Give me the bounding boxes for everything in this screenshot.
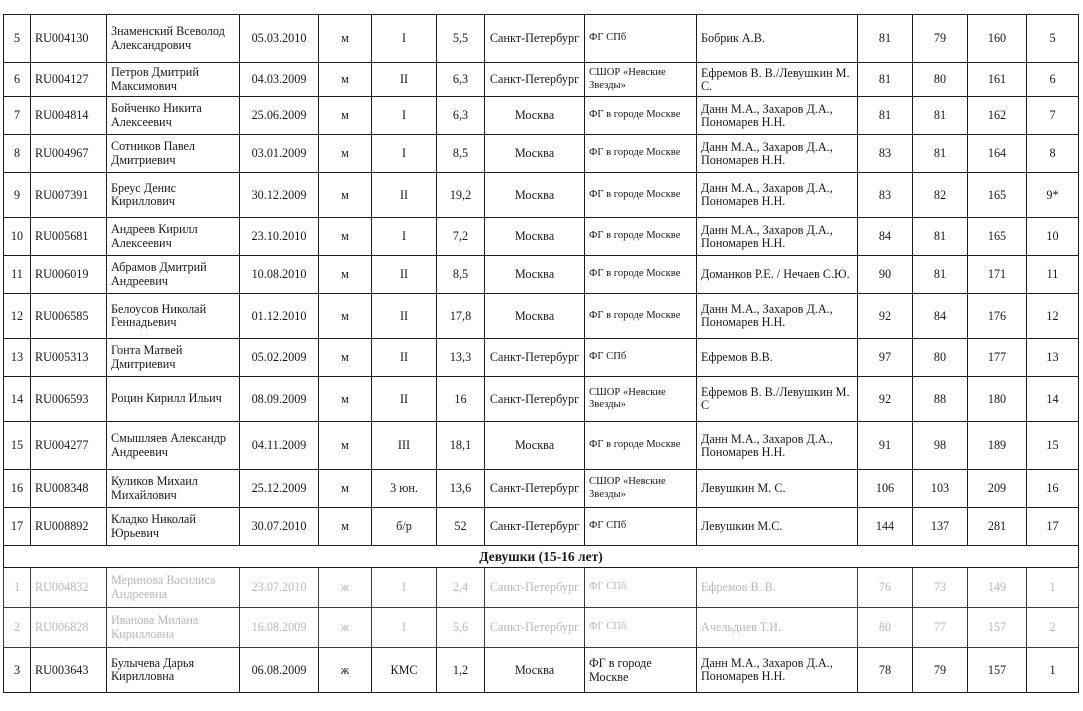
category-cell: КМС xyxy=(372,648,437,693)
rank-cell: 17 xyxy=(4,508,31,546)
club-cell: СШОР «Невские Звезды» xyxy=(585,470,697,508)
round1-score-cell: 84 xyxy=(858,218,913,256)
category-cell: III xyxy=(372,422,437,470)
place-cell: 5 xyxy=(1027,15,1079,63)
round2-score-cell: 79 xyxy=(913,15,968,63)
rank-cell: 12 xyxy=(4,294,31,339)
rank-cell: 2 xyxy=(4,608,31,648)
birth-date-cell: 10.08.2010 xyxy=(240,256,319,294)
city-cell: Санкт-Петербург xyxy=(485,15,585,63)
athlete-id-cell: RU004127 xyxy=(31,63,107,97)
coach-cell: Доманков Р.Е. / Нечаев С.Ю. xyxy=(697,256,858,294)
category-cell: 3 юн. xyxy=(372,470,437,508)
coach-cell: Данн М.А., Захаров Д.А., Пономарев Н.Н. xyxy=(697,648,858,693)
table-row xyxy=(4,508,1079,546)
rating-cell: 2,4 xyxy=(437,568,485,608)
sex-cell: м xyxy=(319,97,372,135)
rating-cell: 13,6 xyxy=(437,470,485,508)
category-cell: II xyxy=(372,377,437,422)
rank-cell: 7 xyxy=(4,97,31,135)
table-row xyxy=(4,256,1079,294)
athlete-id-cell: RU007391 xyxy=(31,173,107,218)
total-score-cell: 171 xyxy=(968,256,1027,294)
rating-cell: 1,2 xyxy=(437,648,485,693)
table-row xyxy=(4,648,1079,693)
club-cell: ФГ СПб xyxy=(585,15,697,63)
sex-cell: м xyxy=(319,63,372,97)
club-cell: ФГ СПб xyxy=(585,508,697,546)
city-cell: Санкт-Петербург xyxy=(485,568,585,608)
rank-cell: 11 xyxy=(4,256,31,294)
athlete-name-cell: Белоусов Николай Геннадьевич xyxy=(107,294,240,339)
city-cell: Москва xyxy=(485,422,585,470)
athlete-name-cell: Бойченко Никита Алексеевич xyxy=(107,97,240,135)
sex-cell: м xyxy=(319,508,372,546)
round2-score-cell: 80 xyxy=(913,339,968,377)
coach-cell: Ачельдиев Т.И. xyxy=(697,608,858,648)
sex-cell: ж xyxy=(319,648,372,693)
birth-date-cell: 05.02.2009 xyxy=(240,339,319,377)
total-score-cell: 157 xyxy=(968,608,1027,648)
athlete-name-cell: Андреев Кирилл Алексеевич xyxy=(107,218,240,256)
birth-date-cell: 04.11.2009 xyxy=(240,422,319,470)
coach-cell: Данн М.А., Захаров Д.А., Пономарев Н.Н. xyxy=(697,422,858,470)
birth-date-cell: 01.12.2010 xyxy=(240,294,319,339)
city-cell: Санкт-Петербург xyxy=(485,339,585,377)
club-cell: СШОР «Невские Звезды» xyxy=(585,377,697,422)
athlete-name-cell: Гонта Матвей Дмитриевич xyxy=(107,339,240,377)
athlete-name-cell: Булычева Дарья Кирилловна xyxy=(107,648,240,693)
rating-cell: 6,3 xyxy=(437,97,485,135)
athlete-id-cell: RU006019 xyxy=(31,256,107,294)
coach-cell: Данн М.А., Захаров Д.А., Пономарев Н.Н. xyxy=(697,97,858,135)
place-cell: 8 xyxy=(1027,135,1079,173)
rank-cell: 3 xyxy=(4,648,31,693)
total-score-cell: 160 xyxy=(968,15,1027,63)
round1-score-cell: 92 xyxy=(858,377,913,422)
rating-cell: 8,5 xyxy=(437,256,485,294)
rank-cell: 13 xyxy=(4,339,31,377)
round2-score-cell: 84 xyxy=(913,294,968,339)
round2-score-cell: 81 xyxy=(913,218,968,256)
sex-cell: м xyxy=(319,256,372,294)
category-cell: I xyxy=(372,218,437,256)
category-cell: I xyxy=(372,568,437,608)
rating-cell: 16 xyxy=(437,377,485,422)
place-cell: 17 xyxy=(1027,508,1079,546)
table-row xyxy=(4,470,1079,508)
round2-score-cell: 81 xyxy=(913,256,968,294)
sex-cell: м xyxy=(319,173,372,218)
birth-date-cell: 30.12.2009 xyxy=(240,173,319,218)
section-title: Девушки (15-16 лет) xyxy=(4,546,1079,568)
club-cell: ФГ СПб xyxy=(585,568,697,608)
place-cell: 1 xyxy=(1027,568,1079,608)
birth-date-cell: 23.10.2010 xyxy=(240,218,319,256)
round2-score-cell: 88 xyxy=(913,377,968,422)
athlete-name-cell: Петров Дмитрий Максимович xyxy=(107,63,240,97)
place-cell: 14 xyxy=(1027,377,1079,422)
club-cell: ФГ в городе Москве xyxy=(585,422,697,470)
city-cell: Москва xyxy=(485,648,585,693)
coach-cell: Левушкин М. С. xyxy=(697,470,858,508)
round1-score-cell: 83 xyxy=(858,173,913,218)
total-score-cell: 189 xyxy=(968,422,1027,470)
table-row xyxy=(4,608,1079,648)
rank-cell: 15 xyxy=(4,422,31,470)
table-row xyxy=(4,568,1079,608)
sex-cell: ж xyxy=(319,568,372,608)
round1-score-cell: 90 xyxy=(858,256,913,294)
round1-score-cell: 78 xyxy=(858,648,913,693)
round2-score-cell: 82 xyxy=(913,173,968,218)
athlete-name-cell: Смышляев Александр Андреевич xyxy=(107,422,240,470)
total-score-cell: 149 xyxy=(968,568,1027,608)
coach-cell: Ефремов В. В. xyxy=(697,568,858,608)
total-score-cell: 162 xyxy=(968,97,1027,135)
club-cell: ФГ в городе Москве xyxy=(585,256,697,294)
round1-score-cell: 81 xyxy=(858,97,913,135)
place-cell: 2 xyxy=(1027,608,1079,648)
rating-cell: 5,6 xyxy=(437,608,485,648)
birth-date-cell: 23.07.2010 xyxy=(240,568,319,608)
category-cell: II xyxy=(372,339,437,377)
round1-score-cell: 91 xyxy=(858,422,913,470)
round2-score-cell: 80 xyxy=(913,63,968,97)
sex-cell: м xyxy=(319,218,372,256)
club-cell: ФГ в городе Москве xyxy=(585,135,697,173)
place-cell: 1 xyxy=(1027,648,1079,693)
category-cell: II xyxy=(372,173,437,218)
coach-cell: Бобрик А.В. xyxy=(697,15,858,63)
round1-score-cell: 97 xyxy=(858,339,913,377)
round2-score-cell: 73 xyxy=(913,568,968,608)
round1-score-cell: 80 xyxy=(858,608,913,648)
place-cell: 16 xyxy=(1027,470,1079,508)
city-cell: Санкт-Петербург xyxy=(485,470,585,508)
place-cell: 12 xyxy=(1027,294,1079,339)
table-row xyxy=(4,63,1079,97)
rating-cell: 6,3 xyxy=(437,63,485,97)
total-score-cell: 165 xyxy=(968,218,1027,256)
athlete-id-cell: RU004967 xyxy=(31,135,107,173)
birth-date-cell: 25.12.2009 xyxy=(240,470,319,508)
place-cell: 6 xyxy=(1027,63,1079,97)
rank-cell: 9 xyxy=(4,173,31,218)
table-row xyxy=(4,173,1079,218)
table-row xyxy=(4,15,1079,63)
results-table-body xyxy=(4,15,1079,693)
city-cell: Санкт-Петербург xyxy=(485,377,585,422)
round1-score-cell: 106 xyxy=(858,470,913,508)
birth-date-cell: 05.03.2010 xyxy=(240,15,319,63)
round1-score-cell: 76 xyxy=(858,568,913,608)
sex-cell: м xyxy=(319,470,372,508)
table-row xyxy=(4,422,1079,470)
rating-cell: 19,2 xyxy=(437,173,485,218)
athlete-id-cell: RU004130 xyxy=(31,15,107,63)
round2-score-cell: 103 xyxy=(913,470,968,508)
category-cell: I xyxy=(372,15,437,63)
round1-score-cell: 92 xyxy=(858,294,913,339)
table-row xyxy=(4,377,1079,422)
table-row xyxy=(4,339,1079,377)
coach-cell: Данн М.А., Захаров Д.А., Пономарев Н.Н. xyxy=(697,135,858,173)
rating-cell: 52 xyxy=(437,508,485,546)
category-cell: I xyxy=(372,608,437,648)
city-cell: Москва xyxy=(485,294,585,339)
coach-cell: Левушкин М.С. xyxy=(697,508,858,546)
sex-cell: м xyxy=(319,135,372,173)
athlete-id-cell: RU004814 xyxy=(31,97,107,135)
sex-cell: м xyxy=(319,377,372,422)
birth-date-cell: 30.07.2010 xyxy=(240,508,319,546)
table-row xyxy=(4,294,1079,339)
rank-cell: 14 xyxy=(4,377,31,422)
birth-date-cell: 16.08.2009 xyxy=(240,608,319,648)
city-cell: Москва xyxy=(485,173,585,218)
athlete-name-cell: Кладко Николай Юрьевич xyxy=(107,508,240,546)
coach-cell: Ефремов В. В./Левушкин М. С. xyxy=(697,63,858,97)
city-cell: Санкт-Петербург xyxy=(485,63,585,97)
club-cell: ФГ СПб xyxy=(585,608,697,648)
birth-date-cell: 06.08.2009 xyxy=(240,648,319,693)
rank-cell: 8 xyxy=(4,135,31,173)
rank-cell: 1 xyxy=(4,568,31,608)
athlete-id-cell: RU005681 xyxy=(31,218,107,256)
athlete-name-cell: Бреус Денис Кириллович xyxy=(107,173,240,218)
rating-cell: 7,2 xyxy=(437,218,485,256)
coach-cell: Данн М.А., Захаров Д.А., Пономарев Н.Н. xyxy=(697,294,858,339)
club-cell: ФГ в городе Москве xyxy=(585,294,697,339)
rating-cell: 18,1 xyxy=(437,422,485,470)
athlete-name-cell: Куликов Михаил Михайлович xyxy=(107,470,240,508)
athlete-id-cell: RU008892 xyxy=(31,508,107,546)
city-cell: Санкт-Петербург xyxy=(485,508,585,546)
athlete-name-cell: Знаменский Всеволод Александрович xyxy=(107,15,240,63)
round2-score-cell: 81 xyxy=(913,135,968,173)
sex-cell: м xyxy=(319,15,372,63)
sex-cell: ж xyxy=(319,608,372,648)
club-cell: ФГ в городе Москве xyxy=(585,173,697,218)
city-cell: Москва xyxy=(485,218,585,256)
athlete-id-cell: RU006585 xyxy=(31,294,107,339)
place-cell: 7 xyxy=(1027,97,1079,135)
place-cell: 13 xyxy=(1027,339,1079,377)
round1-score-cell: 81 xyxy=(858,63,913,97)
total-score-cell: 281 xyxy=(968,508,1027,546)
rank-cell: 5 xyxy=(4,15,31,63)
place-cell: 15 xyxy=(1027,422,1079,470)
club-cell: ФГ в городе Москве xyxy=(585,648,697,693)
place-cell: 9* xyxy=(1027,173,1079,218)
category-cell: I xyxy=(372,97,437,135)
round2-score-cell: 98 xyxy=(913,422,968,470)
rating-cell: 17,8 xyxy=(437,294,485,339)
category-cell: II xyxy=(372,63,437,97)
athlete-name-cell: Роцин Кирилл Ильич xyxy=(107,377,240,422)
athlete-id-cell: RU005313 xyxy=(31,339,107,377)
sex-cell: м xyxy=(319,294,372,339)
city-cell: Москва xyxy=(485,97,585,135)
category-cell: II xyxy=(372,294,437,339)
athlete-name-cell: Сотников Павел Дмитриевич xyxy=(107,135,240,173)
city-cell: Москва xyxy=(485,256,585,294)
birth-date-cell: 08.09.2009 xyxy=(240,377,319,422)
total-score-cell: 209 xyxy=(968,470,1027,508)
club-cell: СШОР «Невские Звезды» xyxy=(585,63,697,97)
coach-cell: Данн М.А., Захаров Д.А., Пономарев Н.Н. xyxy=(697,218,858,256)
table-row xyxy=(4,218,1079,256)
birth-date-cell: 25.06.2009 xyxy=(240,97,319,135)
rank-cell: 6 xyxy=(4,63,31,97)
total-score-cell: 176 xyxy=(968,294,1027,339)
category-cell: I xyxy=(372,135,437,173)
club-cell: ФГ в городе Москве xyxy=(585,97,697,135)
coach-cell: Ефремов В.В. xyxy=(697,339,858,377)
round1-score-cell: 83 xyxy=(858,135,913,173)
athlete-id-cell: RU004832 xyxy=(31,568,107,608)
rating-cell: 5,5 xyxy=(437,15,485,63)
club-cell: ФГ СПб xyxy=(585,339,697,377)
total-score-cell: 180 xyxy=(968,377,1027,422)
athlete-id-cell: RU006828 xyxy=(31,608,107,648)
total-score-cell: 177 xyxy=(968,339,1027,377)
results-sheet xyxy=(3,14,1079,693)
category-cell: II xyxy=(372,256,437,294)
place-cell: 11 xyxy=(1027,256,1079,294)
table-row xyxy=(4,135,1079,173)
rank-cell: 10 xyxy=(4,218,31,256)
round1-score-cell: 81 xyxy=(858,15,913,63)
round1-score-cell: 144 xyxy=(858,508,913,546)
coach-cell: Ефремов В. В./Левушкин М. С xyxy=(697,377,858,422)
round2-score-cell: 77 xyxy=(913,608,968,648)
round2-score-cell: 81 xyxy=(913,97,968,135)
rank-cell: 16 xyxy=(4,470,31,508)
birth-date-cell: 04.03.2009 xyxy=(240,63,319,97)
round2-score-cell: 79 xyxy=(913,648,968,693)
total-score-cell: 164 xyxy=(968,135,1027,173)
table-row xyxy=(4,97,1079,135)
results-table xyxy=(3,14,1079,693)
total-score-cell: 165 xyxy=(968,173,1027,218)
athlete-name-cell: Меринова Василиса Андреевна xyxy=(107,568,240,608)
birth-date-cell: 03.01.2009 xyxy=(240,135,319,173)
rating-cell: 13,3 xyxy=(437,339,485,377)
total-score-cell: 157 xyxy=(968,648,1027,693)
club-cell: ФГ в городе Москве xyxy=(585,218,697,256)
section-header-row xyxy=(4,546,1079,568)
round2-score-cell: 137 xyxy=(913,508,968,546)
city-cell: Москва xyxy=(485,135,585,173)
place-cell: 10 xyxy=(1027,218,1079,256)
total-score-cell: 161 xyxy=(968,63,1027,97)
athlete-id-cell: RU004277 xyxy=(31,422,107,470)
coach-cell: Данн М.А., Захаров Д.А., Пономарев Н.Н. xyxy=(697,173,858,218)
rating-cell: 8,5 xyxy=(437,135,485,173)
sex-cell: м xyxy=(319,422,372,470)
athlete-id-cell: RU003643 xyxy=(31,648,107,693)
city-cell: Санкт-Петербург xyxy=(485,608,585,648)
sex-cell: м xyxy=(319,339,372,377)
athlete-id-cell: RU006593 xyxy=(31,377,107,422)
athlete-name-cell: Иванова Милана Кирилловна xyxy=(107,608,240,648)
category-cell: б/р xyxy=(372,508,437,546)
athlete-id-cell: RU008348 xyxy=(31,470,107,508)
athlete-name-cell: Абрамов Дмитрий Андреевич xyxy=(107,256,240,294)
